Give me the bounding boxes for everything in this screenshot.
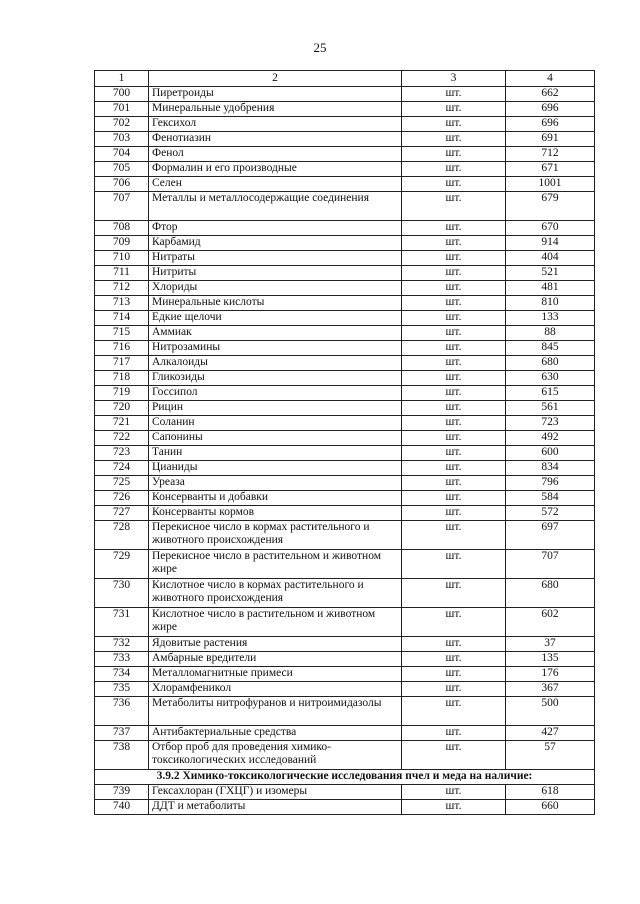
row-name: Консерванты и добавки xyxy=(149,491,402,506)
table-row xyxy=(95,416,595,431)
table-row xyxy=(95,608,595,637)
table-row xyxy=(95,506,595,521)
table-row xyxy=(95,296,595,311)
row-name: Рицин xyxy=(149,401,402,416)
table-row xyxy=(95,281,595,296)
table-row xyxy=(95,637,595,652)
price-table xyxy=(94,70,595,815)
header-col-4: 4 xyxy=(506,71,595,87)
row-name: Карбамид xyxy=(149,236,402,251)
row-number: 718 xyxy=(95,371,149,386)
table-row xyxy=(95,697,595,726)
row-name: Хлориды xyxy=(149,281,402,296)
table-row xyxy=(95,726,595,741)
row-price: 914 xyxy=(506,236,595,251)
row-unit: шт. xyxy=(402,87,506,102)
row-price: 845 xyxy=(506,341,595,356)
row-price: 481 xyxy=(506,281,595,296)
row-name: Минеральные удобрения xyxy=(149,102,402,117)
table-row xyxy=(95,550,595,579)
row-number: 717 xyxy=(95,356,149,371)
row-name: Кислотное число в кормах растительного и животного происхождения xyxy=(149,579,402,608)
table-row xyxy=(95,491,595,506)
table-row xyxy=(95,741,595,770)
row-number: 711 xyxy=(95,266,149,281)
row-price: 37 xyxy=(506,637,595,652)
row-number: 723 xyxy=(95,446,149,461)
table-row xyxy=(95,326,595,341)
row-unit: шт. xyxy=(402,281,506,296)
table-row xyxy=(95,117,595,132)
row-unit: шт. xyxy=(402,192,506,221)
table-row xyxy=(95,311,595,326)
row-name: Нитриты xyxy=(149,266,402,281)
row-number: 701 xyxy=(95,102,149,117)
row-unit: шт. xyxy=(402,296,506,311)
row-number: 705 xyxy=(95,162,149,177)
row-unit: шт. xyxy=(402,132,506,147)
table-row xyxy=(95,800,595,815)
row-price: 600 xyxy=(506,446,595,461)
table-section xyxy=(95,770,595,785)
header-col-2: 2 xyxy=(149,71,402,87)
row-number: 707 xyxy=(95,192,149,221)
row-price: 584 xyxy=(506,491,595,506)
table-row xyxy=(95,386,595,401)
page-number: 25 xyxy=(313,40,327,55)
row-number: 730 xyxy=(95,579,149,608)
row-unit: шт. xyxy=(402,506,506,521)
table-row xyxy=(95,476,595,491)
row-name: Кислотное число в растительном и животном жире xyxy=(149,608,402,637)
row-price: 57 xyxy=(506,741,595,770)
row-number: 713 xyxy=(95,296,149,311)
row-name: Фенол xyxy=(149,147,402,162)
row-number: 740 xyxy=(95,800,149,815)
table-row xyxy=(95,371,595,386)
row-name: Консерванты кормов xyxy=(149,506,402,521)
table-row xyxy=(95,521,595,550)
row-price: 572 xyxy=(506,506,595,521)
row-price: 133 xyxy=(506,311,595,326)
row-unit: шт. xyxy=(402,251,506,266)
row-name: Нитрозамины xyxy=(149,341,402,356)
table-row xyxy=(95,236,595,251)
table-row xyxy=(95,87,595,102)
row-name: Гексихол xyxy=(149,117,402,132)
row-price: 561 xyxy=(506,401,595,416)
table-body-section xyxy=(95,785,595,815)
row-unit: шт. xyxy=(402,726,506,741)
row-unit: шт. xyxy=(402,236,506,251)
row-number: 734 xyxy=(95,667,149,682)
row-number: 710 xyxy=(95,251,149,266)
row-unit: шт. xyxy=(402,221,506,236)
row-price: 521 xyxy=(506,266,595,281)
table-row xyxy=(95,682,595,697)
table-row xyxy=(95,461,595,476)
row-price: 427 xyxy=(506,726,595,741)
table-row xyxy=(95,401,595,416)
row-number: 719 xyxy=(95,386,149,401)
row-name: ДДТ и метаболиты xyxy=(149,800,402,815)
row-number: 732 xyxy=(95,637,149,652)
row-unit: шт. xyxy=(402,371,506,386)
row-price: 500 xyxy=(506,697,595,726)
row-price: 367 xyxy=(506,682,595,697)
table-row xyxy=(95,132,595,147)
table-row xyxy=(95,102,595,117)
row-name: Уреаза xyxy=(149,476,402,491)
row-price: 662 xyxy=(506,87,595,102)
row-number: 721 xyxy=(95,416,149,431)
row-number: 729 xyxy=(95,550,149,579)
row-number: 709 xyxy=(95,236,149,251)
row-name: Аммиак xyxy=(149,326,402,341)
row-name: Фтор xyxy=(149,221,402,236)
row-price: 660 xyxy=(506,800,595,815)
row-price: 696 xyxy=(506,102,595,117)
section-title: 3.9.2 Химико-токсикологические исследования пчел и меда на наличие: xyxy=(95,770,595,785)
row-unit: шт. xyxy=(402,177,506,192)
row-name: Формалин и его производные xyxy=(149,162,402,177)
row-price: 670 xyxy=(506,221,595,236)
row-price: 834 xyxy=(506,461,595,476)
row-unit: шт. xyxy=(402,326,506,341)
row-name: Пиретроиды xyxy=(149,87,402,102)
row-price: 723 xyxy=(506,416,595,431)
row-price: 691 xyxy=(506,132,595,147)
row-price: 712 xyxy=(506,147,595,162)
row-name: Госсипол xyxy=(149,386,402,401)
row-name: Гликозиды xyxy=(149,371,402,386)
row-unit: шт. xyxy=(402,311,506,326)
row-unit: шт. xyxy=(402,682,506,697)
row-price: 671 xyxy=(506,162,595,177)
row-unit: шт. xyxy=(402,431,506,446)
row-number: 731 xyxy=(95,608,149,637)
row-unit: шт. xyxy=(402,117,506,132)
row-number: 725 xyxy=(95,476,149,491)
row-name: Сапонины xyxy=(149,431,402,446)
table-row xyxy=(95,446,595,461)
row-number: 708 xyxy=(95,221,149,236)
row-price: 680 xyxy=(506,579,595,608)
row-price: 697 xyxy=(506,521,595,550)
table-row xyxy=(95,147,595,162)
row-price: 88 xyxy=(506,326,595,341)
table-header-row xyxy=(95,71,595,87)
row-name: Отбор проб для проведения химико-токсикологических исследований xyxy=(149,741,402,770)
row-unit: шт. xyxy=(402,416,506,431)
row-unit: шт. xyxy=(402,147,506,162)
row-unit: шт. xyxy=(402,800,506,815)
row-number: 712 xyxy=(95,281,149,296)
header-col-3: 3 xyxy=(402,71,506,87)
row-number: 736 xyxy=(95,697,149,726)
table-row xyxy=(95,192,595,221)
row-name: Минеральные кислоты xyxy=(149,296,402,311)
table-row xyxy=(95,785,595,800)
row-number: 739 xyxy=(95,785,149,800)
row-number: 737 xyxy=(95,726,149,741)
row-number: 715 xyxy=(95,326,149,341)
row-number: 727 xyxy=(95,506,149,521)
table-row xyxy=(95,162,595,177)
row-number: 704 xyxy=(95,147,149,162)
header-col-1: 1 xyxy=(95,71,149,87)
row-price: 615 xyxy=(506,386,595,401)
table-row xyxy=(95,341,595,356)
table-row xyxy=(95,177,595,192)
row-price: 176 xyxy=(506,667,595,682)
row-unit: шт. xyxy=(402,401,506,416)
row-number: 726 xyxy=(95,491,149,506)
row-unit: шт. xyxy=(402,266,506,281)
row-price: 630 xyxy=(506,371,595,386)
row-number: 722 xyxy=(95,431,149,446)
row-name: Амбарные вредители xyxy=(149,652,402,667)
row-number: 700 xyxy=(95,87,149,102)
row-number: 728 xyxy=(95,521,149,550)
row-name: Цианиды xyxy=(149,461,402,476)
row-price: 1001 xyxy=(506,177,595,192)
row-number: 733 xyxy=(95,652,149,667)
row-unit: шт. xyxy=(402,697,506,726)
row-name: Перекисное число в кормах растительного и животного происхождения xyxy=(149,521,402,550)
row-unit: шт. xyxy=(402,521,506,550)
row-price: 679 xyxy=(506,192,595,221)
table-row xyxy=(95,251,595,266)
row-number: 738 xyxy=(95,741,149,770)
row-unit: шт. xyxy=(402,608,506,637)
row-number: 703 xyxy=(95,132,149,147)
row-price: 810 xyxy=(506,296,595,311)
row-unit: шт. xyxy=(402,550,506,579)
table-row xyxy=(95,356,595,371)
table-body-main xyxy=(95,87,595,770)
row-unit: шт. xyxy=(402,386,506,401)
row-price: 707 xyxy=(506,550,595,579)
row-name: Металломагнитные примеси xyxy=(149,667,402,682)
table-row xyxy=(95,431,595,446)
row-unit: шт. xyxy=(402,491,506,506)
row-name: Металлы и металлосодержащие соединения xyxy=(149,192,402,221)
row-unit: шт. xyxy=(402,162,506,177)
row-name: Селен xyxy=(149,177,402,192)
table-row xyxy=(95,221,595,236)
row-number: 720 xyxy=(95,401,149,416)
row-price: 492 xyxy=(506,431,595,446)
row-name: Гексахлоран (ГХЦГ) и изомеры xyxy=(149,785,402,800)
row-unit: шт. xyxy=(402,461,506,476)
row-number: 724 xyxy=(95,461,149,476)
row-number: 706 xyxy=(95,177,149,192)
row-price: 404 xyxy=(506,251,595,266)
row-price: 602 xyxy=(506,608,595,637)
row-name: Хлорамфеникол xyxy=(149,682,402,697)
row-price: 680 xyxy=(506,356,595,371)
table-row xyxy=(95,579,595,608)
section-header-row xyxy=(95,770,595,785)
row-unit: шт. xyxy=(402,341,506,356)
table-row xyxy=(95,652,595,667)
row-name: Фенотиазин xyxy=(149,132,402,147)
row-name: Едкие щелочи xyxy=(149,311,402,326)
row-number: 735 xyxy=(95,682,149,697)
row-price: 618 xyxy=(506,785,595,800)
row-unit: шт. xyxy=(402,652,506,667)
row-name: Соланин xyxy=(149,416,402,431)
row-unit: шт. xyxy=(402,741,506,770)
table-row xyxy=(95,266,595,281)
row-price: 796 xyxy=(506,476,595,491)
row-name: Танин xyxy=(149,446,402,461)
row-number: 702 xyxy=(95,117,149,132)
row-name: Антибактериальные средства xyxy=(149,726,402,741)
row-name: Нитраты xyxy=(149,251,402,266)
row-name: Перекисное число в растительном и животном жире xyxy=(149,550,402,579)
row-price: 135 xyxy=(506,652,595,667)
row-name: Алкалоиды xyxy=(149,356,402,371)
row-number: 716 xyxy=(95,341,149,356)
row-unit: шт. xyxy=(402,102,506,117)
row-name: Ядовитые растения xyxy=(149,637,402,652)
row-unit: шт. xyxy=(402,637,506,652)
table-row xyxy=(95,667,595,682)
row-price: 696 xyxy=(506,117,595,132)
row-unit: шт. xyxy=(402,446,506,461)
row-unit: шт. xyxy=(402,356,506,371)
row-number: 714 xyxy=(95,311,149,326)
row-name: Метаболиты нитрофуранов и нитроимидазолы xyxy=(149,697,402,726)
row-unit: шт. xyxy=(402,476,506,491)
row-unit: шт. xyxy=(402,667,506,682)
row-unit: шт. xyxy=(402,785,506,800)
row-unit: шт. xyxy=(402,579,506,608)
